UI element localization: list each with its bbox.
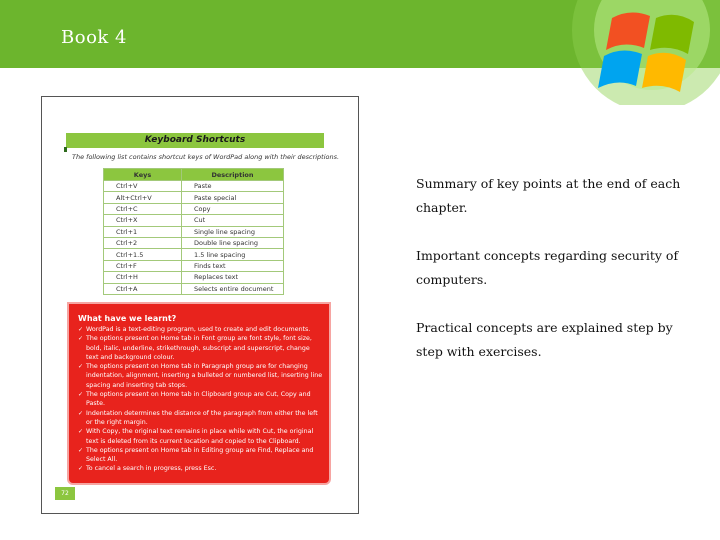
table-cell-key: Ctrl+2 (104, 237, 182, 248)
shortcuts-table (103, 168, 284, 295)
table-cell-key: Ctrl+V (104, 181, 182, 192)
table-cell-key: Ctrl+A (104, 283, 182, 294)
table-cell-description: Cut (182, 215, 284, 226)
shortcuts-intro: The following list contains shortcut keys of WordPad along with their descriptions. (72, 153, 340, 161)
windows-logo-icon (560, 0, 720, 105)
table-row (104, 192, 284, 203)
list-item: ✓ WordPad is a text-editing program, used to create and edit documents. (78, 325, 323, 334)
list-item: ✓ Indentation determines the distance of the paragraph from either the left or the right margin. (78, 409, 323, 428)
table-row (104, 203, 284, 214)
table-cell-key: Ctrl+1.5 (104, 249, 182, 260)
list-item: ✓ To cancel a search in progress, press Esc. (78, 464, 323, 473)
shortcuts-heading: Keyboard Shortcuts (66, 133, 324, 148)
table-row (104, 226, 284, 237)
table-row (104, 249, 284, 260)
table-cell-description: Copy (182, 203, 284, 214)
table-cell-description: Paste (182, 181, 284, 192)
table-cell-key: Alt+Ctrl+V (104, 192, 182, 203)
table-row (104, 237, 284, 248)
bullet-point: Important concepts regarding security of computers. (416, 248, 679, 287)
slide-title: Book 4 (61, 27, 127, 48)
table-cell-key: Ctrl+H (104, 272, 182, 283)
table-cell-description: Selects entire document (182, 283, 284, 294)
list-item: ✓ The options present on Home tab in Paragraph group are for changing indentation, alignment, inserting a bulleted or numbered list, inserting line spacing and inserting tab stops. (78, 362, 323, 390)
column-header-keys: Keys (104, 169, 182, 181)
list-item: ✓ The options present on Home tab in Editing group are Find, Replace and Select All. (78, 446, 323, 465)
summary-box (67, 302, 331, 485)
table-cell-description: Single line spacing (182, 226, 284, 237)
summary-list (78, 325, 323, 474)
table-cell-description: Double line spacing (182, 237, 284, 248)
table-row (104, 272, 284, 283)
table-cell-key: Ctrl+F (104, 260, 182, 271)
list-item: ✓ The options present on Home tab in Clipboard group are Cut, Copy and Paste. (78, 390, 323, 409)
list-item: ✓ With Copy, the original text remains in place while with Cut, the original text is deleted from its current location and copied to the Clipboard. (78, 427, 323, 446)
table-cell-key: Ctrl+1 (104, 226, 182, 237)
table-cell-description: Replaces text (182, 272, 284, 283)
bullet-point: Practical concepts are explained step by step with exercises. (416, 320, 673, 359)
table-cell-key: Ctrl+X (104, 215, 182, 226)
page-number: 72 (55, 487, 75, 500)
table-cell-description: Finds text (182, 260, 284, 271)
table-row (104, 215, 284, 226)
list-item: ✓ The options present on Home tab in Font group are font style, font size, bold, italic, underline, strikethrough, subscript and superscript, change text and background colour. (78, 334, 323, 362)
table-row (104, 283, 284, 294)
heading-tab (64, 147, 67, 152)
table-cell-description: Paste special (182, 192, 284, 203)
table-cell-key: Ctrl+C (104, 203, 182, 214)
bullet-point: Summary of key points at the end of each chapter. (416, 176, 681, 215)
column-header-description: Description (182, 169, 284, 181)
table-row (104, 181, 284, 192)
table-cell-description: 1.5 line spacing (182, 249, 284, 260)
summary-title: What have we learnt? (78, 314, 177, 323)
table-row (104, 260, 284, 271)
bullet-list (416, 172, 686, 388)
book-page-image (41, 96, 359, 514)
